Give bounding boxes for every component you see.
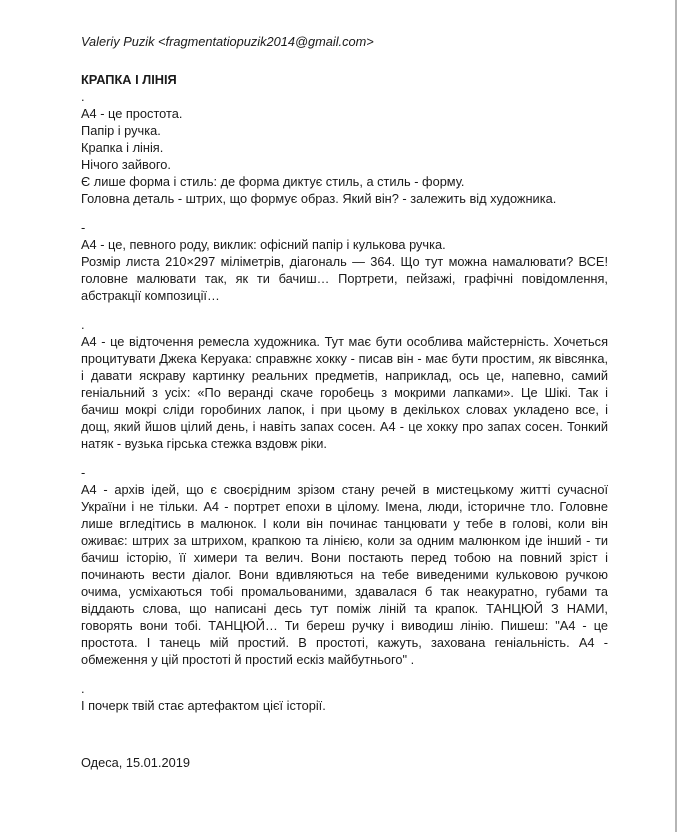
document-title: КРАПКА І ЛІНІЯ <box>81 72 177 87</box>
text-line: А4 - це, певного роду, виклик: офісний папір і кулькова ручка. <box>81 237 446 252</box>
text-line: А4 - архів ідей, що є своєрідним зрізом стану речей в мистецькому житті сучасної <box>81 482 608 497</box>
text-line: головне малювати так, як ти бачиш… Портрети, пейзажі, графічні повідомлення, <box>81 271 608 286</box>
text-line: А4 - це простота. <box>81 106 183 121</box>
footer-date: Одеса, 15.01.2019 <box>81 755 190 770</box>
text-line: А4 - це відточення ремесла художника. Тут має бути особлива майстерність. Хочеться <box>81 334 608 349</box>
text-line: Є лише форма і стиль: де форма диктує стиль, а стиль - форму. <box>81 174 465 189</box>
text-line: бачиш історію, її химери та велич. Вони постають перед тобою на повний зріст і <box>81 550 608 565</box>
text-line: віддають слова, що написані десь тут поміж ліній та крапок. ТАНЦЮЙ З НАМИ, <box>81 601 608 616</box>
section-2 <box>81 219 608 304</box>
section-4 <box>81 464 608 668</box>
section-separator: . <box>81 317 85 332</box>
section-1 <box>81 88 608 207</box>
section-separator: . <box>81 681 85 696</box>
text-line: Головна деталь - штрих, що формує образ. Який він? - залежить від художника. <box>81 191 557 206</box>
text-line: абстракції композиції… <box>81 288 220 303</box>
text-line: очима, усміхаються тобі промальованими, здавалася б так неакуратно, губами та <box>81 584 608 599</box>
text-line: Розмір листа 210×297 міліметрів, діагональ — 364. Що тут можна намалювати? ВСЕ! <box>81 254 608 269</box>
text-line: і давати яскраву картинку реальних предметів, наприклад, ось це, напевно, самий <box>81 368 608 383</box>
text-line: лише вгледітись в малюнок. І коли він починає танцювати у тебе в голові, коли він <box>81 516 608 531</box>
section-separator: - <box>81 220 86 235</box>
text-line: України і не тільки. А4 - портрет епохи в цілому. Імена, люди, історичне тло. Головне <box>81 499 608 514</box>
text-line: бачиш мокрі сліди горобиних лапок, і при цьому в декількох словах укладено все, і <box>81 402 608 417</box>
text-line: дощ, який йшов цілий день, і навіть запах сосен. А4 - це хокку про запах сосен. Тонкий <box>81 419 608 434</box>
text-line: простота. І танець мій простий. В простоті, кажуть, захована геніальність. А4 - <box>81 635 608 650</box>
section-separator: . <box>81 89 85 104</box>
section-3 <box>81 316 608 452</box>
text-line: говорять вони тобі. ТАНЦЮЙ… Ти береш ручку і виводиш лінію. Пишеш: "А4 - це <box>81 618 608 633</box>
document-content <box>81 33 608 771</box>
text-line: обмеження у цій простоті й простий ескіз майбутнього" . <box>81 652 415 667</box>
text-line: Нічого зайвого. <box>81 157 171 172</box>
author-line: Valeriy Puzik <fragmentatiopuzik2014@gmail.com> <box>81 34 374 49</box>
text-line: геніальний з усіх: «По веранді скаче горобець з мокрими лапками». Це Шікі. Так і <box>81 385 608 400</box>
section-5 <box>81 680 608 714</box>
text-line: оживає: штрих за штрихом, крапкою та лінією, коли за одним малюнком іде інший - ти <box>81 533 608 548</box>
text-line: натяк - вузька гірська стежка вздовж ріки. <box>81 436 327 451</box>
text-line: І почерк твій стає артефактом цієї історії. <box>81 698 326 713</box>
text-line: Папір і ручка. <box>81 123 161 138</box>
text-line: Крапка і лінія. <box>81 140 164 155</box>
text-line: процитувати Джека Керуака: справжнє хокку - писав він - має бути простим, як вівсянка, <box>81 351 608 366</box>
section-separator: - <box>81 465 86 480</box>
text-line: починають вести діалог. Вони вдивляються на тебе виведеними кульковою ручкою <box>81 567 608 582</box>
